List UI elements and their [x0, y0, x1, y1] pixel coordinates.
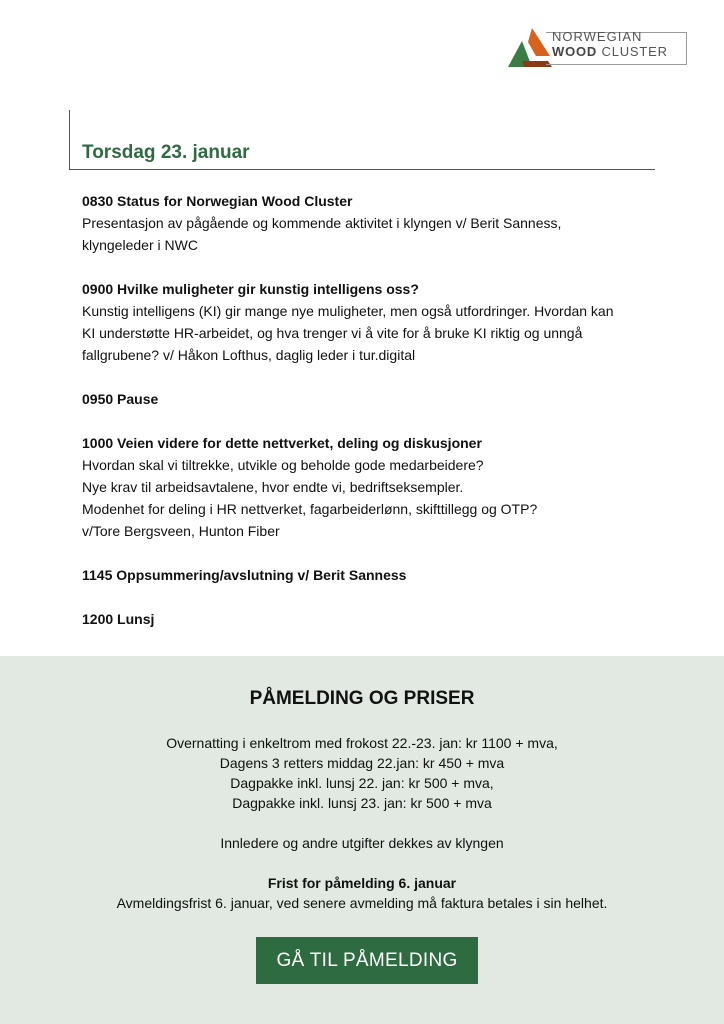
heading-horizontal-rule	[69, 169, 655, 170]
program-session	[82, 564, 662, 586]
logo-text-line2	[552, 45, 668, 59]
session-title: 0830 Status for Norwegian Wood Cluster	[82, 193, 353, 209]
registration-title: PÅMELDING OG PRISER	[249, 688, 475, 709]
session-title: 1000 Veien videre for dette nettverket, deling og diskusjoner	[82, 435, 482, 451]
program-session	[82, 278, 662, 366]
program-list	[82, 190, 662, 652]
price-list: Overnatting i enkeltrom med frokost 22.-23. jan: kr 1100 + mva, Dagens 3 retters middag 22.jan: kr 450 + mva Dagpakke inkl. lunsj 22. jan: kr 500 + mva, Dagpakke inkl. lunsj 23. jan: kr 500 + mva	[166, 735, 558, 811]
session-title: 1145 Oppsummering/avslutning v/ Berit Sanness	[82, 567, 407, 583]
heading-vertical-rule	[69, 110, 70, 170]
day-title: Torsdag 23. januar	[82, 142, 250, 163]
session-description: Kunstig intelligens (KI) gir mange nye muligheter, men også utfordringer. Hvordan kan KI understøtte HR-arbeidet, og hva trenger vi å vite for å bruke KI riktig og unngå fallgrubene? v/ Håkon Lofthus, daglig leder i tur.digital	[82, 303, 614, 363]
program-session	[82, 388, 662, 410]
session-description: Hvordan skal vi tiltrekke, utvikle og beholde gode medarbeidere? Nye krav til arbeidsavtalene, hvor endte vi, bedriftseksempler. Modenhet for deling i HR nettverket, fagarbeiderlønn, skifttillegg og OTP? v/Tore Bergsveen, Hunton Fiber	[82, 457, 538, 539]
program-session	[82, 190, 662, 256]
session-title: 0950 Pause	[82, 391, 159, 407]
logo-text-line1: NORWEGIAN	[552, 29, 643, 44]
costs-note: Innledere og andre utgifter dekkes av klyngen	[220, 835, 504, 851]
registration-deadline: Frist for påmelding 6. januar	[267, 875, 457, 891]
session-title: 0900 Hvilke muligheter gir kunstig intelligens oss?	[82, 281, 419, 297]
logo-text-cluster: CLUSTER	[597, 44, 668, 59]
cancellation-note: Avmeldingsfrist 6. januar, ved senere avmelding må faktura betales i sin helhet.	[116, 895, 608, 911]
register-button[interactable]: GÅ TIL PÅMELDING	[256, 937, 478, 984]
logo-text-wood: WOOD	[552, 44, 598, 59]
program-session	[82, 608, 662, 630]
program-session	[82, 432, 662, 542]
session-description: Presentasjon av pågående og kommende aktivitet i klyngen v/ Berit Sanness, klyngeleder i NWC	[82, 215, 562, 253]
norwegian-wood-cluster-logo	[508, 25, 688, 67]
session-title: 1200 Lunsj	[82, 611, 155, 627]
